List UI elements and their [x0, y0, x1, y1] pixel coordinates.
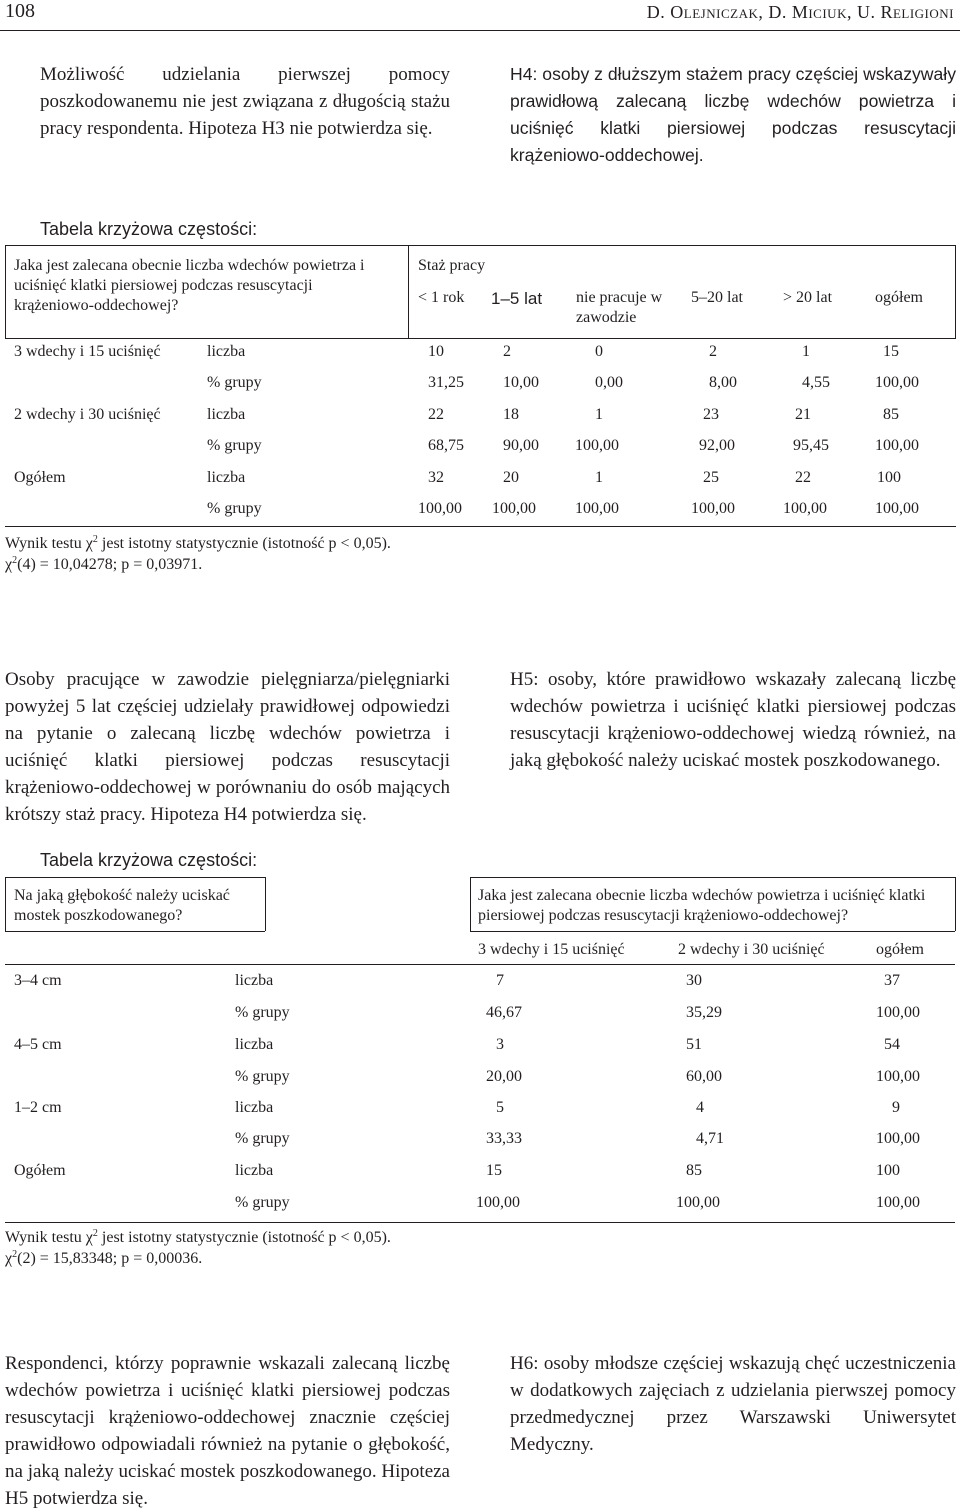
table2-cell: 37 [884, 972, 900, 989]
table1-cell: 90,00 [503, 437, 539, 454]
table1-column-divider [408, 245, 409, 338]
table1-cell: 92,00 [699, 437, 735, 454]
paragraph-h5-hypothesis: H5: osoby, które prawidłowo wskazały zalecaną liczbę wdechów powietrza i uciśnięć klatki piersiowej podczas resuscytacji krążeniowo-oddechowej wiedzą również, na jaką głębokość należy uciskać mostek poszkodowanego. [510, 669, 956, 771]
table2-row-label: 4–5 cm [14, 1036, 62, 1053]
table1-cell: 85 [883, 406, 899, 423]
table2-cell: 4,71 [696, 1130, 724, 1147]
table2-cell: 60,00 [686, 1068, 722, 1085]
table1-cell: 2 [709, 343, 717, 360]
table2-row-stat: % grupy [235, 1004, 290, 1021]
table1-right-rule [955, 245, 956, 338]
table2-cell: 100 [876, 1162, 900, 1179]
table1-col-total: ogółem [875, 289, 923, 306]
table1-cell: 21 [795, 406, 811, 423]
table2-col-question: Jaka jest zalecana obecnie liczba wdechów powietrza i uciśnięć klatki piersiowej podczas resuscytacji krążeniowo-oddechowej? [478, 887, 926, 924]
table1-col-not-working: nie pracuje w zawodzie [576, 289, 663, 326]
table2-cell: 100,00 [876, 1130, 920, 1147]
table2-row-label: Ogółem [14, 1162, 66, 1179]
table2-cell: 20,00 [486, 1068, 522, 1085]
table1-col-gt20: > 20 lat [783, 289, 833, 306]
table1-cell: 18 [503, 406, 519, 423]
page-header [0, 0, 960, 26]
table2-row-stat: liczba [235, 1162, 274, 1179]
table1-cell: 100,00 [875, 437, 919, 454]
table1-cell: 22 [795, 469, 811, 486]
table1-cell: 15 [883, 343, 899, 360]
table1-cell: 100,00 [691, 500, 735, 517]
table1-caption: Tabela krzyżowa częstości: [40, 219, 258, 239]
table2-row-stat: liczba [235, 1036, 274, 1053]
table2-cell: 85 [686, 1162, 702, 1179]
table1-row-stat: % grupy [207, 437, 262, 454]
table1-cell: 100,00 [575, 437, 619, 454]
paragraph-h4-conclusion: Osoby pracujące w zawodzie pielęgniarza/pielęgniarki powyżej 5 lat częściej udzielały prawidłowej odpowiedzi na pytanie o zalecaną liczbę wdechów powietrza i uciśnięć klatki piersiowej podczas resuscytacji krążeniowo-oddechowej w porównaniu do osób mających krótszy staż pracy. Hipoteza H4 potwierdza się. [5, 669, 450, 825]
table1-cell: 10 [428, 343, 444, 360]
table2-chi-result: $\chi^2(2) = 15,83348$; p = 0,00036. [5, 1249, 203, 1267]
table2-cell: 100,00 [876, 1004, 920, 1021]
table1-cell: 20 [503, 469, 519, 486]
table1-chi-result: $\chi^2(4) = 10,04278$; p = 0,03971. [5, 555, 203, 573]
table2-cell: 9 [892, 1099, 900, 1116]
table2-right-box-left [470, 877, 471, 931]
table2-cell: 4 [696, 1099, 704, 1116]
table2-chi-note [5, 1227, 391, 1269]
table2-cell: 33,33 [486, 1130, 522, 1147]
table1-chi-note [5, 533, 391, 575]
table2-cell: 100,00 [676, 1194, 720, 1211]
table2-row-stat: liczba [235, 972, 274, 989]
table2-left-box-bottom [5, 931, 265, 932]
table2-chi-significance: Wynik testu $\chi^2$ jest istotny statystycznie (istotność p < 0,05). [5, 1228, 391, 1246]
table1-header-rule [5, 338, 956, 339]
paragraph-h5-conclusion: Respondenci, którzy poprawnie wskazali zalecaną liczbę wdechów powietrza i uciśnięć klatki piersiowej podczas resuscytacji krążeniowo-oddechowej znacznie częściej prawidłowo odpowiadali również na pytanie o głębokość, na jaką należy uciskać mostek poszkodowanego. Hipoteza H5 potwierdza się. [5, 1353, 450, 1509]
table1-bottom-rule [5, 526, 956, 527]
table2-row-label: 1–2 cm [14, 1099, 62, 1116]
table1-cell: 25 [703, 469, 719, 486]
table2-cell: 100,00 [876, 1068, 920, 1085]
table2-caption: Tabela krzyżowa częstości: [40, 850, 258, 870]
table1-cell: 22 [428, 406, 444, 423]
table1-question: Jaka jest zalecana obecnie liczba wdechów powietrza i uciśnięć klatki piersiowej podczas resuscytacji krążeniowo-oddechowej? [14, 257, 365, 314]
table2-left-box-left [5, 877, 6, 931]
table1-cell: 95,45 [793, 437, 829, 454]
table1-cell: 100,00 [783, 500, 827, 517]
table1-cell: 8,00 [709, 374, 737, 391]
table2-cell: 3 [496, 1036, 504, 1053]
table1-chi-significance: Wynik testu $\chi^2$ jest istotny statystycznie (istotność p < 0,05). [5, 534, 391, 552]
table1-cell: 1 [595, 469, 603, 486]
table2-row-stat: liczba [235, 1099, 274, 1116]
table2-col-total: ogółem [876, 941, 924, 958]
table2-row-stat: % grupy [235, 1130, 290, 1147]
table2-row-stat: % grupy [235, 1194, 290, 1211]
table1-cell: 32 [428, 469, 444, 486]
table1-group-label: Staż pracy [418, 257, 486, 274]
table1-row-stat: % grupy [207, 374, 262, 391]
table2-cell: 15 [486, 1162, 502, 1179]
table1-cell: 100,00 [492, 500, 536, 517]
table1-row-stat: liczba [207, 343, 246, 360]
table1-row-stat: % grupy [207, 500, 262, 517]
table2-cell: 7 [496, 972, 504, 989]
header-rule [0, 30, 960, 31]
table1-col-lt1: < 1 rok [418, 289, 465, 306]
table2-cell: 100,00 [876, 1194, 920, 1211]
page-number: 108 [5, 0, 35, 22]
table1-cell: 23 [703, 406, 719, 423]
table1-row-label: 3 wdechy i 15 uciśnięć [14, 343, 161, 360]
table2-cell: 51 [686, 1036, 702, 1053]
table1-cell: 0,00 [595, 374, 623, 391]
table2-left-box-right [265, 877, 266, 931]
table1-cell: 1 [802, 343, 810, 360]
table1-cell: 100,00 [875, 374, 919, 391]
table2-left-box-top [5, 877, 265, 878]
table1-cell: 1 [595, 406, 603, 423]
table1-left-rule [5, 245, 6, 338]
running-title: D. Olejniczak, D. Miciuk, U. Religioni [646, 2, 954, 22]
table1-col-5to20: 5–20 lat [691, 289, 743, 306]
table2-cell: 35,29 [686, 1004, 722, 1021]
table1-cell: 31,25 [428, 374, 464, 391]
paragraph-h4-hypothesis: H4: osoby z dłuższym stażem pracy częściej wskazywały prawidłową zalecaną liczbę wdechów powietrza i uciśnięć klatki piersiowej podczas resuscytacji krążeniowo-oddechowej. [510, 64, 956, 165]
table2-cell: 30 [686, 972, 702, 989]
paragraph-h3-conclusion: Możliwość udzielania pierwszej pomocy poszkodowanemu nie jest związana z długością stażu pracy respondenta. Hipoteza H3 nie potwierdza się. [40, 64, 450, 139]
table1-cell: 0 [595, 343, 603, 360]
paragraph-h6-hypothesis: H6: osoby młodsze częściej wskazują chęć uczestniczenia w dodatkowych zajęciach z udzielania pierwszej pomocy przedmedycznej przez Warszawski Uniwersytet Medyczny. [510, 1353, 956, 1455]
table2-cell: 54 [884, 1036, 900, 1053]
table1-cell: 2 [503, 343, 511, 360]
table2-col-3-15: 3 wdechy i 15 uciśnięć [478, 941, 625, 958]
table1-row-label: Ogółem [14, 469, 66, 486]
table2-col-2-30: 2 wdechy i 30 uciśnięć [678, 941, 825, 958]
table1-top-rule [5, 245, 955, 246]
table2-row-stat: % grupy [235, 1068, 290, 1085]
table1-row-stat: liczba [207, 406, 246, 423]
table1-cell: 100,00 [875, 500, 919, 517]
table1-cell: 100,00 [575, 500, 619, 517]
table1-cell: 68,75 [428, 437, 464, 454]
table2-cell: 46,67 [486, 1004, 522, 1021]
table1-cell: 10,00 [503, 374, 539, 391]
table1-col-1to5: 1–5 lat [491, 289, 543, 308]
table2-right-box-bottom [470, 931, 955, 932]
table1-cell: 4,55 [802, 374, 830, 391]
table1-cell: 100 [877, 469, 901, 486]
table2-cell: 5 [496, 1099, 504, 1116]
table2-right-box-right [955, 877, 956, 931]
table1-row-label: 2 wdechy i 30 uciśnięć [14, 406, 161, 423]
table1-row-stat: liczba [207, 469, 246, 486]
table2-cell: 100,00 [476, 1194, 520, 1211]
table2-row-label: 3–4 cm [14, 972, 62, 989]
table2-bottom-rule [5, 1222, 955, 1223]
table2-header-rule [5, 964, 955, 965]
table2-row-question: Na jaką głębokość należy uciskać mostek poszkodowanego? [14, 887, 230, 924]
table1-cell: 100,00 [418, 500, 462, 517]
table2-right-box-top [470, 877, 955, 878]
